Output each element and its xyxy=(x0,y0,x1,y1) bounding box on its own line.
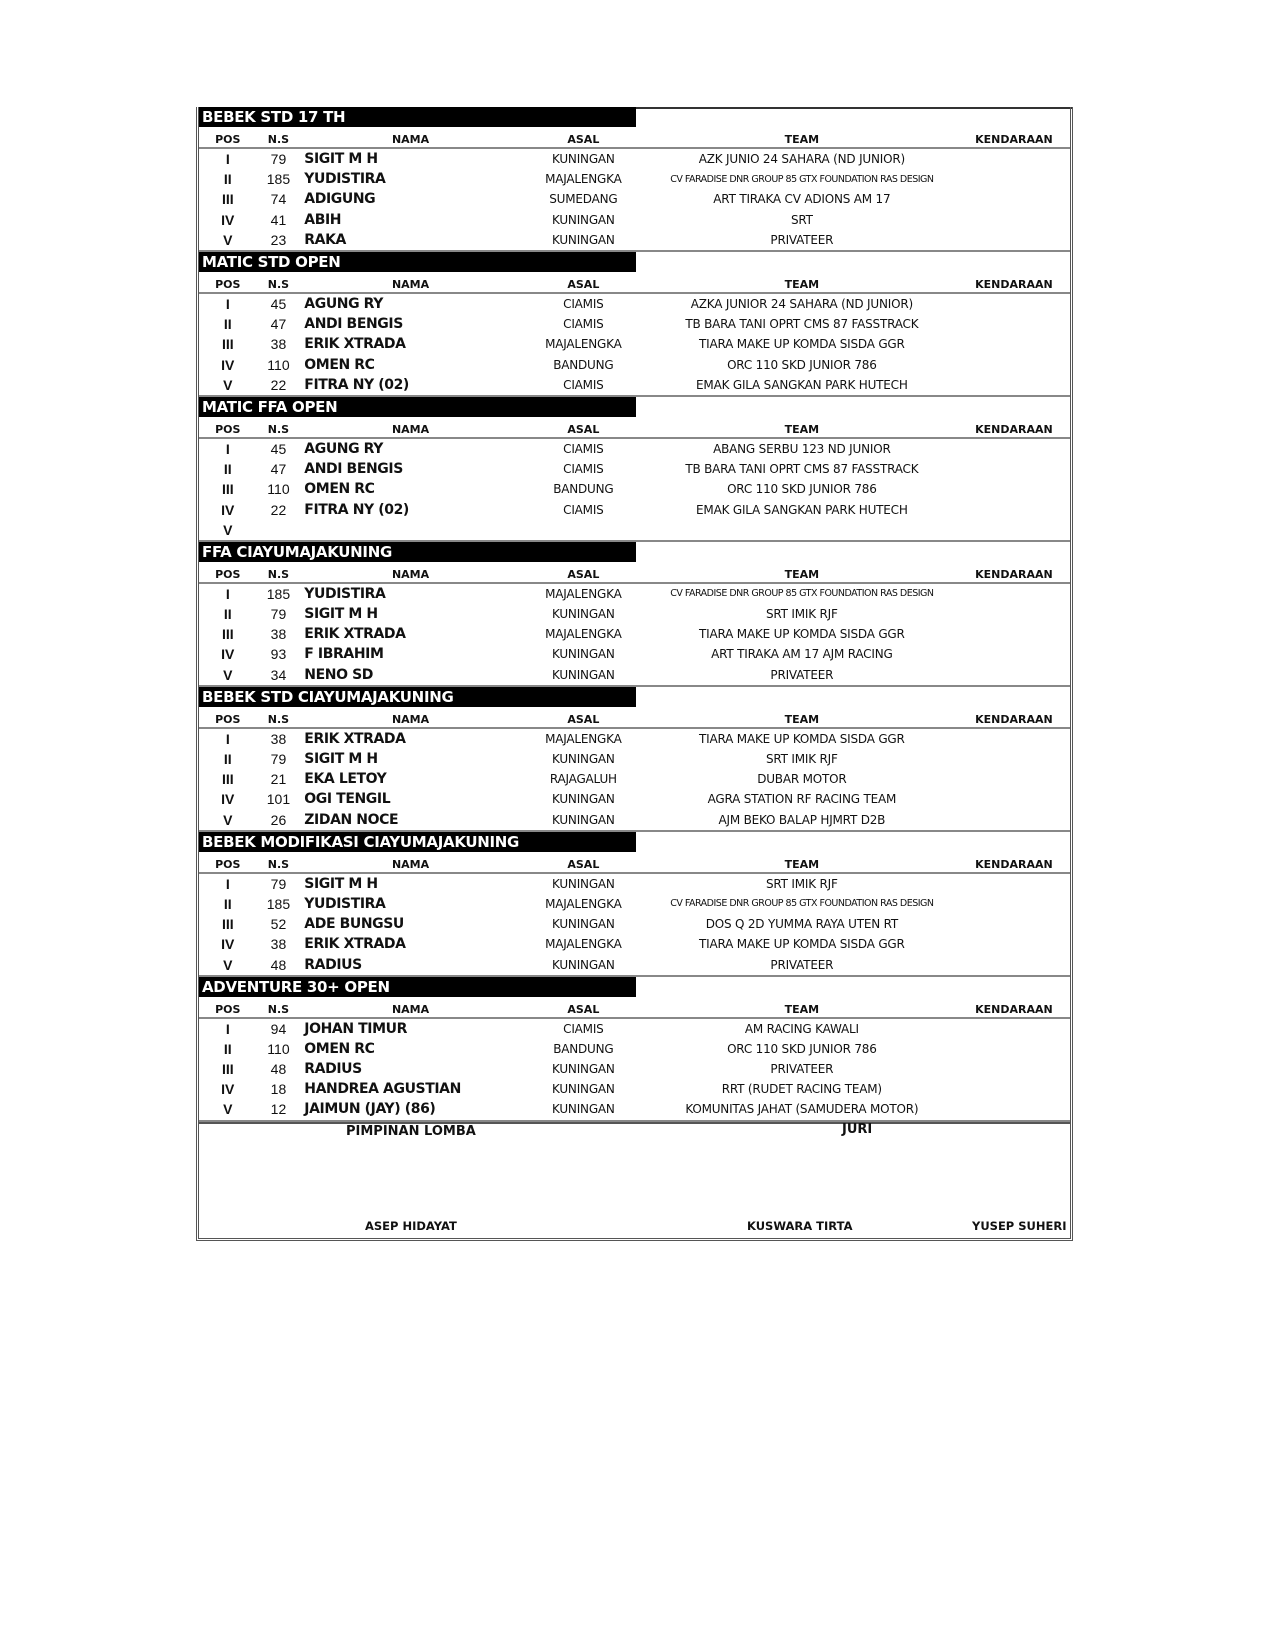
cell-nama: JOHAN TIMUR xyxy=(304,1020,407,1037)
table-row xyxy=(199,355,1070,375)
table-row xyxy=(199,1079,1070,1099)
cell-asal: MAJALENGKA xyxy=(545,586,622,601)
cell-pos: IV xyxy=(221,646,235,663)
cell-nama: ADE BUNGSU xyxy=(304,916,404,933)
cell-nama: AGUNG RY xyxy=(304,296,384,313)
cell-nama: ERIK XTRADA xyxy=(304,936,406,953)
cell-asal: MAJALENGKA xyxy=(545,337,622,352)
cell-pos: V xyxy=(223,231,233,248)
column-header-row xyxy=(199,852,1070,874)
col-header-pos: POS xyxy=(215,712,241,726)
section-title: MATIC STD OPEN xyxy=(199,252,636,272)
section-title: BEBEK MODIFIKASI CIAYUMAJAKUNING xyxy=(199,832,636,852)
cell-team: TIARA MAKE UP KOMDA SISDA GGR xyxy=(699,731,905,746)
table-row xyxy=(199,1099,1070,1121)
cell-ns: 101 xyxy=(266,791,291,808)
cell-ns: 23 xyxy=(270,231,287,248)
cell-asal: KUNINGAN xyxy=(552,1062,615,1077)
table-row xyxy=(199,769,1070,789)
cell-team: PRIVATEER xyxy=(770,667,834,682)
cell-team: PRIVATEER xyxy=(770,232,834,247)
col-header-asal: ASAL xyxy=(567,567,600,581)
cell-pos: IV xyxy=(221,356,235,373)
race-class-section xyxy=(199,397,1070,542)
signature-name: ASEP HIDAYAT xyxy=(365,1218,457,1233)
col-header-ns: N.S xyxy=(267,133,290,146)
cell-pos: I xyxy=(225,730,230,747)
cell-asal: KUNINGAN xyxy=(552,152,615,167)
section-title: ADVENTURE 30+ OPEN xyxy=(199,977,636,997)
cell-asal: KUNINGAN xyxy=(552,1102,615,1117)
cell-team: TIARA MAKE UP KOMDA SISDA GGR xyxy=(699,937,905,952)
table-row xyxy=(199,874,1070,894)
table-row xyxy=(199,294,1070,314)
column-header-row xyxy=(199,562,1070,584)
cell-nama: ANDI BENGIS xyxy=(304,316,403,333)
cell-ns: 185 xyxy=(266,895,291,912)
col-header-kendaraan: KENDARAAN xyxy=(975,857,1053,871)
cell-ns: 185 xyxy=(266,585,291,602)
cell-asal: KUNINGAN xyxy=(552,917,615,932)
race-class-section xyxy=(199,252,1070,397)
cell-team: ABANG SERBU 123 ND JUNIOR xyxy=(713,441,891,456)
cell-asal: BANDUNG xyxy=(553,1041,614,1056)
juri-label: JURI xyxy=(842,1121,873,1137)
col-header-nama: NAMA xyxy=(391,857,430,871)
table-row xyxy=(199,644,1070,664)
table-row xyxy=(199,314,1070,334)
col-header-ns: N.S xyxy=(267,422,290,436)
cell-pos: II xyxy=(223,606,232,623)
cell-asal: KUNINGAN xyxy=(552,607,615,622)
cell-ns: 79 xyxy=(270,751,287,768)
cell-asal: KUNINGAN xyxy=(552,647,615,662)
cell-ns: 52 xyxy=(270,916,287,933)
cell-pos: III xyxy=(221,191,234,208)
cell-nama: YUDISTIRA xyxy=(304,171,386,188)
results-sheet xyxy=(196,107,1073,1241)
cell-team: SRT IMIK RJF xyxy=(765,607,838,622)
col-header-nama: NAMA xyxy=(391,133,430,146)
col-header-pos: POS xyxy=(215,857,241,871)
pimpinan-lomba-label: PIMPINAN LOMBA xyxy=(346,1123,476,1139)
table-row xyxy=(199,375,1070,397)
cell-pos: IV xyxy=(221,211,235,228)
cell-asal: KUNINGAN xyxy=(552,876,615,891)
cell-asal: MAJALENGKA xyxy=(545,896,622,911)
col-header-team: TEAM xyxy=(784,133,820,146)
col-header-team: TEAM xyxy=(784,857,820,871)
cell-team: RRT (RUDET RACING TEAM) xyxy=(721,1082,882,1097)
cell-ns: 45 xyxy=(270,296,287,313)
cell-pos: II xyxy=(223,461,232,478)
cell-ns: 45 xyxy=(270,440,287,457)
cell-pos: V xyxy=(223,376,233,393)
cell-ns: 38 xyxy=(270,626,287,643)
cell-ns: 74 xyxy=(270,191,287,208)
col-header-nama: NAMA xyxy=(391,712,430,726)
section-title: FFA CIAYUMAJAKUNING xyxy=(199,542,636,562)
cell-pos: I xyxy=(225,875,230,892)
cell-asal: SUMEDANG xyxy=(549,192,618,207)
column-header-row xyxy=(199,272,1070,294)
cell-team: EMAK GILA SANGKAN PARK HUTECH xyxy=(696,502,908,517)
table-row xyxy=(199,479,1070,499)
cell-pos: IV xyxy=(221,1081,235,1098)
cell-pos: IV xyxy=(221,791,235,808)
table-row xyxy=(199,520,1070,542)
cell-team: EMAK GILA SANGKAN PARK HUTECH xyxy=(696,377,908,392)
cell-team: SRT xyxy=(790,212,813,227)
cell-pos: I xyxy=(225,585,230,602)
cell-ns: 38 xyxy=(270,336,287,353)
cell-team: AJM BEKO BALAP HJMRT D2B xyxy=(718,812,886,827)
cell-ns: 38 xyxy=(270,936,287,953)
cell-nama: AGUNG RY xyxy=(304,440,384,457)
cell-pos: V xyxy=(223,521,233,538)
table-row xyxy=(199,1059,1070,1079)
cell-asal: CIAMIS xyxy=(563,317,604,332)
cell-pos: V xyxy=(223,1101,233,1118)
col-header-team: TEAM xyxy=(784,277,820,291)
cell-team: DOS Q 2D YUMMA RAYA UTEN RT xyxy=(705,917,899,932)
cell-pos: III xyxy=(221,1061,234,1078)
race-class-section xyxy=(199,977,1070,1122)
cell-ns: 47 xyxy=(270,316,287,333)
cell-asal: KUNINGAN xyxy=(552,812,615,827)
table-row xyxy=(199,954,1070,976)
cell-ns: 41 xyxy=(270,211,287,228)
signature-name: KUSWARA TIRTA xyxy=(747,1218,853,1233)
table-row xyxy=(199,789,1070,809)
race-class-section xyxy=(199,687,1070,832)
table-row xyxy=(199,914,1070,934)
cell-ns: 94 xyxy=(270,1020,287,1037)
column-header-row xyxy=(199,997,1070,1019)
cell-ns: 21 xyxy=(270,771,287,788)
col-header-pos: POS xyxy=(215,1002,241,1016)
race-class-section xyxy=(199,107,1070,252)
cell-pos: V xyxy=(223,666,233,683)
table-row xyxy=(199,230,1070,252)
cell-asal: MAJALENGKA xyxy=(545,627,622,642)
cell-ns: 48 xyxy=(270,956,287,973)
cell-asal: KUNINGAN xyxy=(552,212,615,227)
table-row xyxy=(199,499,1070,519)
col-header-ns: N.S xyxy=(267,567,290,581)
cell-asal: KUNINGAN xyxy=(552,667,615,682)
col-header-nama: NAMA xyxy=(391,567,430,581)
cell-pos: V xyxy=(223,811,233,828)
cell-pos: II xyxy=(223,895,232,912)
section-title: BEBEK STD CIAYUMAJAKUNING xyxy=(199,687,636,707)
cell-nama: EKA LETOY xyxy=(304,771,387,788)
cell-pos: III xyxy=(221,771,234,788)
col-header-ns: N.S xyxy=(267,857,290,871)
col-header-asal: ASAL xyxy=(567,277,600,291)
col-header-ns: N.S xyxy=(267,712,290,726)
col-header-team: TEAM xyxy=(784,567,820,581)
cell-ns: 18 xyxy=(270,1081,287,1098)
cell-ns: 38 xyxy=(270,730,287,747)
cell-team: SRT IMIK RJF xyxy=(765,752,838,767)
table-row xyxy=(199,334,1070,354)
cell-team: ORC 110 SKD JUNIOR 786 xyxy=(727,1041,877,1056)
cell-nama: ADIGUNG xyxy=(304,191,376,208)
col-header-kendaraan: KENDARAAN xyxy=(975,1002,1053,1016)
col-header-kendaraan: KENDARAAN xyxy=(975,133,1053,146)
cell-asal: MAJALENGKA xyxy=(545,172,622,187)
cell-team: PRIVATEER xyxy=(770,957,834,972)
table-row xyxy=(199,894,1070,914)
col-header-pos: POS xyxy=(215,133,241,146)
table-row xyxy=(199,749,1070,769)
cell-ns: 185 xyxy=(266,171,291,188)
cell-ns: 22 xyxy=(270,376,287,393)
cell-team: CV FARADISE DNR GROUP 85 GTX FOUNDATION RAS DESIGN xyxy=(670,898,934,910)
section-title: BEBEK STD 17 TH xyxy=(199,107,636,127)
cell-asal: BANDUNG xyxy=(553,357,614,372)
table-row xyxy=(199,665,1070,687)
cell-team: AM RACING KAWALI xyxy=(744,1021,859,1036)
cell-nama: OMEN RC xyxy=(304,356,375,373)
col-header-asal: ASAL xyxy=(567,422,600,436)
cell-nama: RADIUS xyxy=(304,1061,362,1078)
col-header-nama: NAMA xyxy=(391,422,430,436)
table-row xyxy=(199,934,1070,954)
cell-nama: JAIMUN (JAY) (86) xyxy=(304,1101,436,1118)
cell-ns: 79 xyxy=(270,151,287,168)
cell-team: ART TIRAKA CV ADIONS AM 17 xyxy=(713,192,891,207)
signature-footer xyxy=(199,1122,1070,1238)
cell-pos: V xyxy=(223,956,233,973)
col-header-team: TEAM xyxy=(784,712,820,726)
cell-asal: CIAMIS xyxy=(563,462,604,477)
cell-ns: 47 xyxy=(270,461,287,478)
column-header-row xyxy=(199,127,1070,149)
cell-team: ORC 110 SKD JUNIOR 786 xyxy=(727,357,877,372)
table-row xyxy=(199,604,1070,624)
cell-team: AGRA STATION RF RACING TEAM xyxy=(707,792,897,807)
cell-asal: CIAMIS xyxy=(563,297,604,312)
col-header-pos: POS xyxy=(215,277,241,291)
race-class-section xyxy=(199,542,1070,687)
col-header-kendaraan: KENDARAAN xyxy=(975,422,1053,436)
cell-team: PRIVATEER xyxy=(770,1062,834,1077)
cell-pos: III xyxy=(221,916,234,933)
cell-team: AZKA JUNIOR 24 SAHARA (ND JUNIOR) xyxy=(690,297,913,312)
cell-nama: SIGIT M H xyxy=(304,751,378,768)
cell-team: ORC 110 SKD JUNIOR 786 xyxy=(727,482,877,497)
cell-nama: FITRA NY (02) xyxy=(304,376,409,393)
cell-nama: ZIDAN NOCE xyxy=(304,811,399,828)
cell-ns: 12 xyxy=(270,1101,287,1118)
cell-pos: I xyxy=(225,1020,230,1037)
cell-team: TB BARA TANI OPRT CMS 87 FASSTRACK xyxy=(685,462,919,477)
cell-team: AZK JUNIO 24 SAHARA (ND JUNIOR) xyxy=(698,152,905,167)
cell-ns: 48 xyxy=(270,1061,287,1078)
cell-pos: I xyxy=(225,440,230,457)
cell-nama: OMEN RC xyxy=(304,481,375,498)
column-header-row xyxy=(199,707,1070,729)
table-row xyxy=(199,729,1070,749)
col-header-asal: ASAL xyxy=(567,857,600,871)
table-row xyxy=(199,210,1070,230)
cell-nama: ERIK XTRADA xyxy=(304,730,406,747)
col-header-asal: ASAL xyxy=(567,712,600,726)
cell-pos: II xyxy=(223,1040,232,1057)
cell-pos: II xyxy=(223,171,232,188)
cell-asal: KUNINGAN xyxy=(552,232,615,247)
cell-nama: HANDREA AGUSTIAN xyxy=(304,1081,461,1098)
table-row xyxy=(199,624,1070,644)
col-header-asal: ASAL xyxy=(567,1002,600,1016)
table-row xyxy=(199,189,1070,209)
cell-nama: YUDISTIRA xyxy=(304,895,386,912)
cell-ns: 26 xyxy=(270,811,287,828)
cell-nama: ERIK XTRADA xyxy=(304,336,406,353)
col-header-team: TEAM xyxy=(784,1002,820,1016)
cell-asal: CIAMIS xyxy=(563,1021,604,1036)
cell-asal: KUNINGAN xyxy=(552,752,615,767)
cell-pos: I xyxy=(225,151,230,168)
col-header-team: TEAM xyxy=(784,422,820,436)
cell-ns: 79 xyxy=(270,875,287,892)
col-header-ns: N.S xyxy=(267,1002,290,1016)
table-row xyxy=(199,169,1070,189)
cell-pos: III xyxy=(221,481,234,498)
cell-nama: NENO SD xyxy=(304,666,373,683)
cell-nama: YUDISTIRA xyxy=(304,585,386,602)
col-header-ns: N.S xyxy=(267,277,290,291)
col-header-kendaraan: KENDARAAN xyxy=(975,277,1053,291)
col-header-kendaraan: KENDARAAN xyxy=(975,567,1053,581)
cell-team: CV FARADISE DNR GROUP 85 GTX FOUNDATION RAS DESIGN xyxy=(670,173,934,185)
cell-ns: 93 xyxy=(270,646,287,663)
cell-team: TIARA MAKE UP KOMDA SISDA GGR xyxy=(699,337,905,352)
cell-pos: III xyxy=(221,336,234,353)
signature-name: YUSEP SUHERI xyxy=(972,1218,1067,1233)
cell-pos: IV xyxy=(221,501,235,518)
cell-asal: RAJAGALUH xyxy=(549,772,617,787)
cell-pos: III xyxy=(221,626,234,643)
column-header-row xyxy=(199,417,1070,439)
cell-nama: ABIH xyxy=(304,211,342,228)
cell-team: TB BARA TANI OPRT CMS 87 FASSTRACK xyxy=(685,317,919,332)
cell-asal: CIAMIS xyxy=(563,441,604,456)
cell-nama: ERIK XTRADA xyxy=(304,626,406,643)
cell-ns: 110 xyxy=(267,481,290,498)
cell-team: CV FARADISE DNR GROUP 85 GTX FOUNDATION RAS DESIGN xyxy=(670,588,934,600)
cell-pos: I xyxy=(225,296,230,313)
cell-pos: IV xyxy=(221,936,235,953)
table-row xyxy=(199,584,1070,604)
cell-ns: 34 xyxy=(270,666,287,683)
cell-ns: 110 xyxy=(267,356,290,373)
cell-team: DUBAR MOTOR xyxy=(757,772,847,787)
section-title: MATIC FFA OPEN xyxy=(199,397,636,417)
cell-nama: RAKA xyxy=(304,231,346,248)
race-class-section xyxy=(199,832,1070,977)
cell-asal: KUNINGAN xyxy=(552,957,615,972)
cell-ns: 79 xyxy=(270,606,287,623)
table-row xyxy=(199,149,1070,169)
cell-nama: F IBRAHIM xyxy=(304,646,384,663)
table-row xyxy=(199,439,1070,459)
cell-nama: SIGIT M H xyxy=(304,151,378,168)
cell-team: ART TIRAKA AM 17 AJM RACING xyxy=(711,647,893,662)
table-row xyxy=(199,1039,1070,1059)
col-header-nama: NAMA xyxy=(391,277,430,291)
cell-asal: KUNINGAN xyxy=(552,1082,615,1097)
cell-ns: 110 xyxy=(267,1040,290,1057)
cell-nama: OMEN RC xyxy=(304,1040,375,1057)
col-header-nama: NAMA xyxy=(391,1002,430,1016)
cell-pos: II xyxy=(223,316,232,333)
cell-team: SRT IMIK RJF xyxy=(765,876,838,891)
cell-nama: SIGIT M H xyxy=(304,875,378,892)
cell-nama: FITRA NY (02) xyxy=(304,501,409,518)
cell-nama: RADIUS xyxy=(304,956,362,973)
cell-nama: OGI TENGIL xyxy=(304,791,391,808)
table-row xyxy=(199,1019,1070,1039)
table-row xyxy=(199,459,1070,479)
cell-asal: CIAMIS xyxy=(563,377,604,392)
cell-team: KOMUNITAS JAHAT (SAMUDERA MOTOR) xyxy=(685,1102,919,1117)
cell-nama: ANDI BENGIS xyxy=(304,461,403,478)
cell-asal: BANDUNG xyxy=(553,482,614,497)
cell-ns: 22 xyxy=(270,501,287,518)
cell-asal: KUNINGAN xyxy=(552,792,615,807)
col-header-pos: POS xyxy=(215,422,241,436)
cell-asal: CIAMIS xyxy=(563,502,604,517)
col-header-kendaraan: KENDARAAN xyxy=(975,712,1053,726)
col-header-asal: ASAL xyxy=(567,133,600,146)
cell-asal: MAJALENGKA xyxy=(545,937,622,952)
cell-pos: II xyxy=(223,751,232,768)
cell-team: TIARA MAKE UP KOMDA SISDA GGR xyxy=(699,627,905,642)
cell-nama: SIGIT M H xyxy=(304,606,378,623)
table-row xyxy=(199,810,1070,832)
col-header-pos: POS xyxy=(215,567,241,581)
cell-asal: MAJALENGKA xyxy=(545,731,622,746)
